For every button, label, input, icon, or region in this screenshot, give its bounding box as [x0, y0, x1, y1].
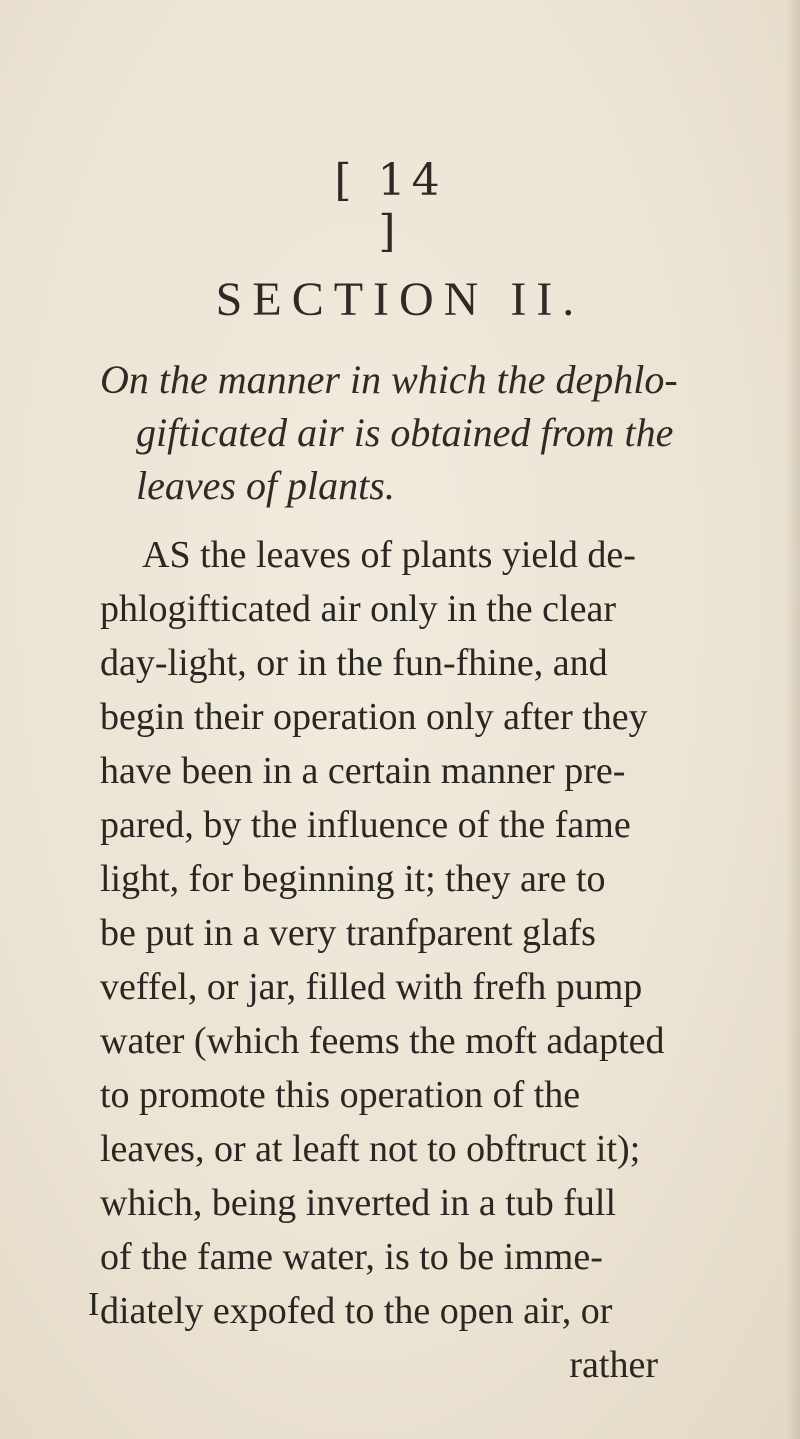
body-line: leaves, or at leaft not to obftruct it);: [100, 1128, 641, 1170]
page-edge-shadow: [786, 0, 800, 1439]
body-line: veffel, or jar, filled with frefh pump: [100, 966, 643, 1008]
body-line: AS the leaves of plants yield de-: [142, 534, 636, 576]
body-line: of the fame water, is to be imme-: [100, 1236, 603, 1278]
body-line: be put in a very tranfparent glafs: [100, 912, 596, 954]
body-line: which, being inverted in a tub full: [100, 1182, 617, 1224]
body-line: begin their operation only after they: [100, 696, 648, 738]
body-line: pared, by the influence of the fame: [100, 804, 631, 846]
body-line: water (which feems the moft adapted: [100, 1020, 665, 1062]
body-paragraph: [100, 528, 665, 1392]
body-line: diately expofed to the open air, or: [100, 1290, 613, 1332]
catchword-rather: rather: [569, 1344, 658, 1386]
body-line: to promote this operation of the: [100, 1074, 581, 1116]
page-number: [ 14 ]: [334, 155, 446, 257]
signature-mark: I: [88, 1286, 100, 1323]
section-heading: SECTION II.: [215, 273, 585, 326]
body-line: day-light, or in the fun-fhine, and: [100, 642, 608, 684]
subtitle-line: gifticated air is obtained from the: [136, 410, 674, 455]
body-line: have been in a certain manner pre-: [100, 750, 626, 792]
body-line: light, for beginning it; they are to: [100, 858, 606, 900]
subtitle-line: leaves of plants.: [136, 463, 395, 508]
section-subtitle: [100, 353, 690, 512]
subtitle-line: On the manner in which the dephlo-: [100, 357, 678, 402]
body-line: phlogifticated air only in the clear: [100, 588, 616, 630]
